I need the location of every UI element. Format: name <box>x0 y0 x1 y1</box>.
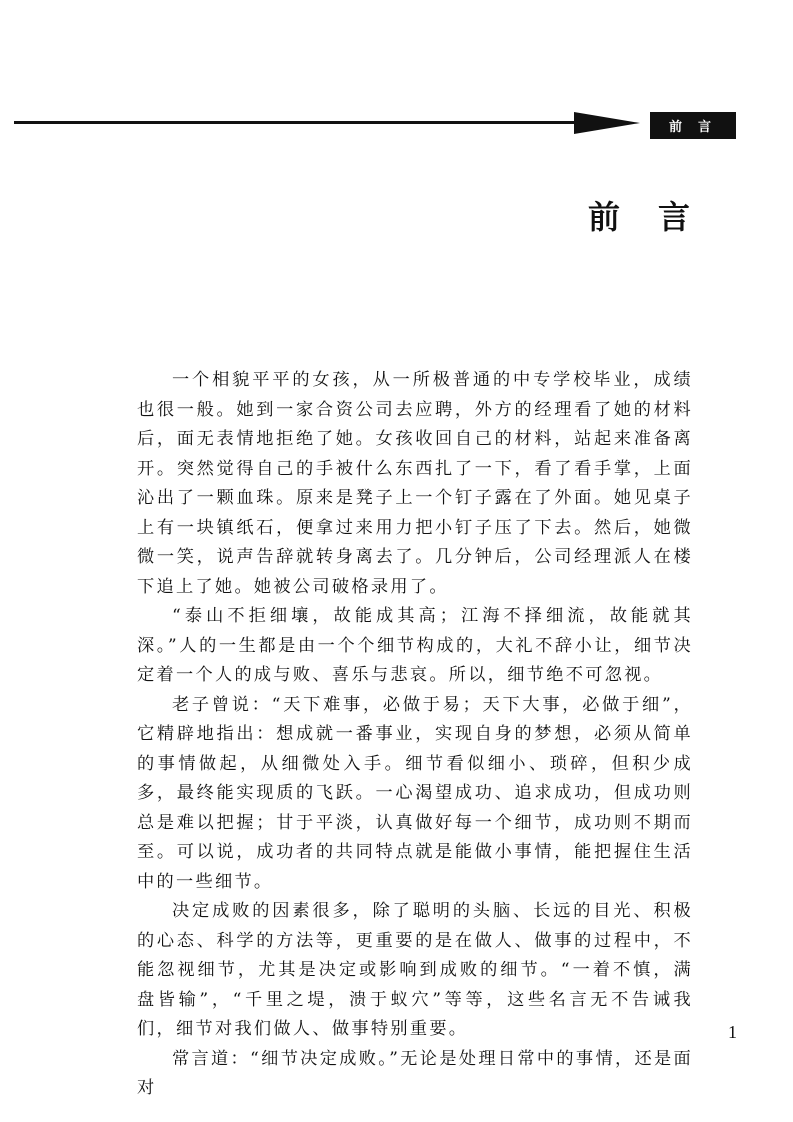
body-text <box>137 366 693 1104</box>
header-rule-line <box>14 121 580 124</box>
paragraph: 老子曾说：“天下难事，必做于易；天下大事，必做于细”，它精辟地指出：想成就一番事业，实现自身的梦想，必须从简单的事情做起，从细微处入手。细节看似细小、琐碎，但积少成多，最终能实现质的飞跃。一心渴望成功、追求成功，但成功则总是难以把握；甘于平淡，认真做好每一个细节，成功则不期而至。可以说，成功者的共同特点就是能做小事情，能把握住生活中的一些细节。 <box>137 694 693 892</box>
page-title: 前言 <box>588 198 729 237</box>
chapter-tab: 前言 <box>650 112 736 139</box>
page-number: 1 <box>728 1022 737 1042</box>
paragraph: 常言道：“细节决定成败。”无论是处理日常中的事情，还是面对 <box>137 1048 693 1098</box>
arrow-head-icon <box>574 112 640 134</box>
paragraph: “泰山不拒细壤，故能成其高；江海不择细流，故能就其深。”人的一生都是由一个个细节构成的，大礼不辞小让，细节决定着一个人的成与败、喜乐与悲哀。所以，细节绝不可忽视。 <box>137 606 693 685</box>
paragraph: 一个相貌平平的女孩，从一所极普通的中专学校毕业，成绩也很一般。她到一家合资公司去应聘，外方的经理看了她的材料后，面无表情地拒绝了她。女孩收回自己的材料，站起来准备离开。突然觉得自己的手被什么东西扎了一下，看了看手掌，上面沁出了一颗血珠。原来是凳子上一个钉子露在了外面。她见桌子上有一块镇纸石，便拿过来用力把小钉子压了下去。然后，她微微一笑，说声告辞就转身离去了。几分钟后，公司经理派人在楼下追上了她。她被公司破格录用了。 <box>137 370 693 597</box>
paragraph: 决定成败的因素很多，除了聪明的头脑、长远的目光、积极的心态、科学的方法等，更重要的是在做人、做事的过程中，不能忽视细节，尤其是决定或影响到成败的细节。“一着不慎，满盘皆输”，“千里之堤，溃于蚁穴”等等，这些名言无不告诫我们，细节对我们做人、做事特别重要。 <box>137 901 693 1039</box>
